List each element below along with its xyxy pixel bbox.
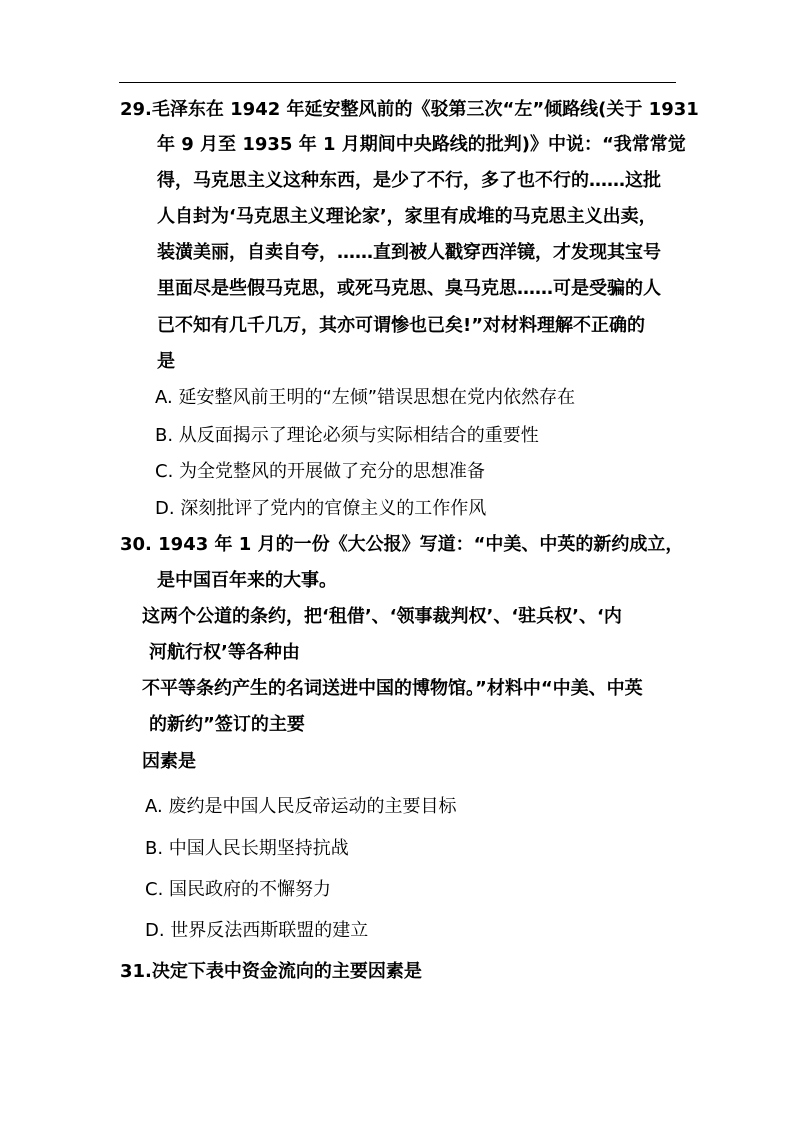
q29-line-4: 人自封为‘马克思主义理论家’，家里有成堆的马克思主义出卖，: [157, 206, 657, 227]
q29-line-2: 年 9 月至 1935 年 1 月期间中央路线的批判)》中说：“我常常觉: [157, 134, 686, 155]
q29-option-d[interactable]: D. 深刻批评了党内的官僚主义的工作作风: [155, 498, 487, 519]
q30-line-2: 是中国百年来的大事。: [157, 570, 337, 591]
q30-option-a[interactable]: A. 废约是中国人民反帝运动的主要目标: [145, 796, 457, 817]
q30-line-1: 30. 1943 年 1 月的一份《大公报》写道：“中美、中英的新约成立，: [120, 534, 684, 555]
q29-option-b[interactable]: B. 从反面揭示了理论必须与实际相结合的重要性: [155, 425, 539, 446]
q30-line-5: 不平等条约产生的名词送进中国的博物馆。”材料中“中美、中英: [142, 678, 643, 699]
q29-option-a[interactable]: A. 延安整风前王明的“左倾”错误思想在党内依然存在: [155, 387, 576, 408]
q29-line-3: 得，马克思主义这种东西，是少了不行，多了也不行的……这批: [157, 170, 661, 191]
q30-line-4: 河航行权’等各种由: [149, 642, 300, 663]
question-31: 31.决定下表中资金流向的主要因素是: [120, 961, 422, 982]
header-rule: [119, 82, 676, 83]
q29-line-8: 是: [157, 351, 175, 372]
q29-line-7: 已不知有几千几万，其亦可谓惨也已矣!”对材料理解不正确的: [157, 315, 646, 336]
q30-line-7: 因素是: [142, 751, 196, 772]
q29-line-5: 装潢美丽，自卖自夸，……直到被人戳穿西洋镜，才发现其宝号: [157, 242, 661, 263]
q30-option-d[interactable]: D. 世界反法西斯联盟的建立: [145, 920, 369, 941]
q29-line-6: 里面尽是些假马克思，或死马克思、臭马克思……可是受骗的人: [157, 278, 661, 299]
q29-option-c[interactable]: C. 为全党整风的开展做了充分的思想准备: [155, 461, 486, 482]
q30-line-3: 这两个公道的条约，把‘租借’、‘领事裁判权’、‘驻兵权’、‘内: [142, 606, 622, 627]
q30-option-c[interactable]: C. 国民政府的不懈努力: [145, 879, 332, 900]
q30-option-b[interactable]: B. 中国人民长期坚持抗战: [145, 838, 349, 859]
q30-line-6: 的新约”签订的主要: [149, 714, 305, 735]
q29-line-1: 29.毛泽东在 1942 年延安整风前的《驳第三次“左”倾路线(关于 1931: [120, 99, 699, 120]
